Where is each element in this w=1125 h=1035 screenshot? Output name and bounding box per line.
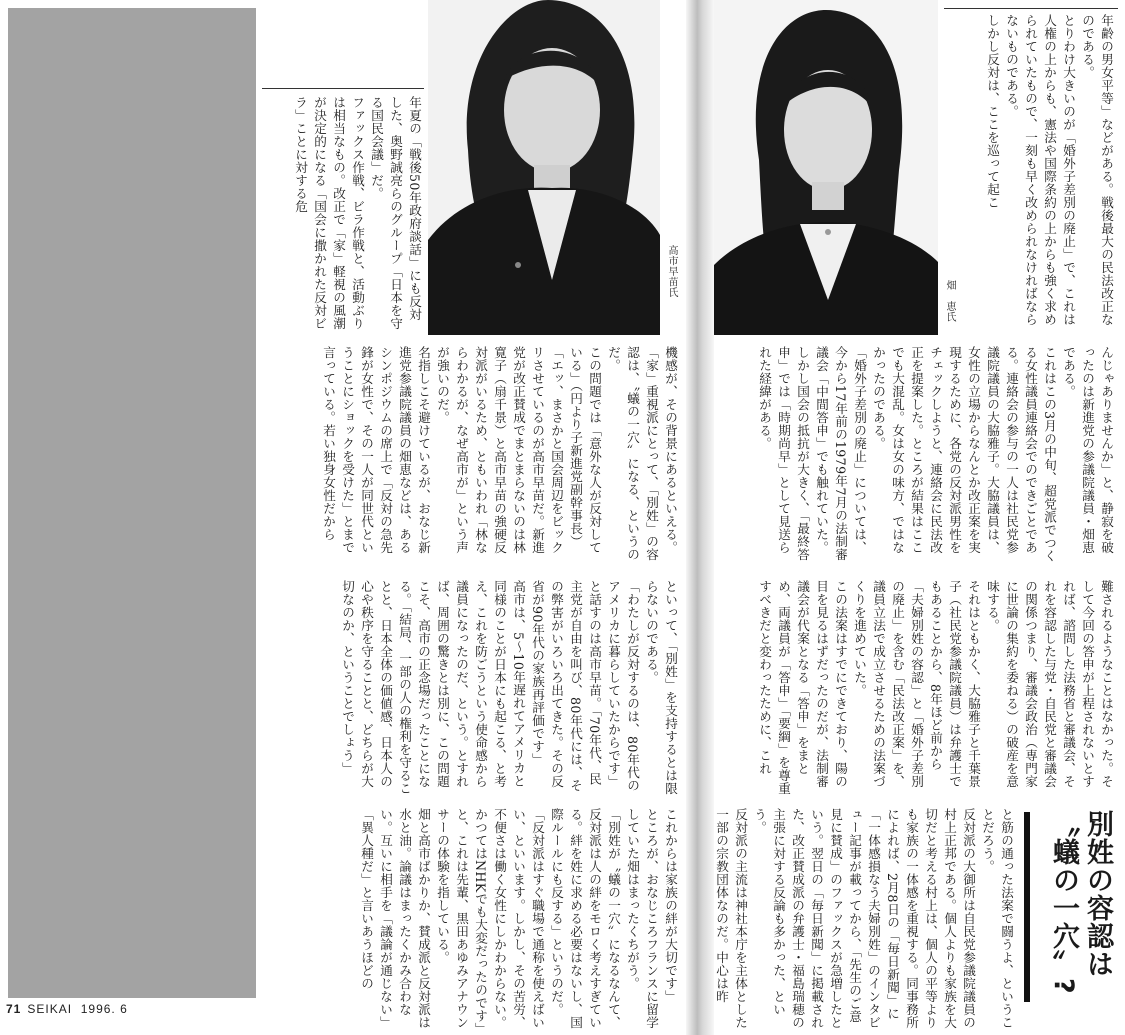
- column-right-upper: んじゃありませんか」と、静寂を破ったのは新進党の参議院議員・畑恵である。 これはこの3月の中旬、超党派でつくる女性議員連絡会でのできごとである。連絡会の参与の一人は社民党参議院議員の大脇雅子。大脇議員は、女性の立場からなんとか改正案を実現するために、各党の反対派男性をチェックしようと、連絡会に民法改正を提案した。ところが結果はここでも大混乱。女は女の味方、ではなかったのである。 「婚外子差別の廃止」については、今から17年前の1979年7月の法制審議会「中間答申」でも触れていた。しかし国会の抵抗が大きく、「最終答申」では「時期尚早」として見送られた経緯がある。: [757, 346, 1114, 563]
- magazine-name: SEIKAI: [27, 1002, 73, 1016]
- column-left-top: 年夏の「戦後50年政府談話」にも反対した、奥野誠亮らのグループ「日本を守る国民会議」だ。 ファックス作戦、ビラ作戦と、活動ぶりは相当なもの。改正で「家」軽視の風潮が決定的になる「国会に撒かれた反対ビラ」ことに対する危: [293, 96, 422, 330]
- column-left-middle: といって、「別姓」を支持するとは限らないのである。 「わたしが反対するのは、80年代のアメリカに暮らしていたからです」と話すのは高市早苗。「70年代、民主党が自由を叫び、80年代には、その弊害がいろいろ出てきた。その反省が90年代の家族再評価です」 高市は、5～10年遅れてアメリカと同様のことが日本にも起こる、と考え、これを防ごうという使命感から議員になったのだ、という。とすれば、周囲の驚きとは別に、この問題こそ、高市の正念場だったことになる。「結局、一部の人の権利を守ることと、日本全体の価値感、日本人の心や秩序を守ることと、どちらが大切なのか、ということでしょう」: [340, 580, 678, 795]
- photo-takaichi: [428, 0, 660, 335]
- page-number: 71: [6, 1002, 22, 1016]
- portrait-hata-image: [714, 0, 938, 335]
- gray-block: [8, 8, 256, 998]
- heading-line-2: 〝蟻の一穴〟?: [1048, 810, 1079, 995]
- portrait-takaichi-image: [428, 0, 660, 335]
- heading-accent-bar: [1024, 812, 1030, 1002]
- top-rule-right: [944, 8, 1118, 9]
- issue-date: 1996. 6: [80, 1002, 128, 1016]
- column-right-bottom: と筋の通った法案で闘うよ、ということだろう。 反対派の大御所は自民党参議院議員の村上正邦である。個人よりも家族を大切だと考える村上は、個人の平等よりも家族の一体感を重視する。同事務所によれば、2月8日の「毎日新聞」に「一体感損なう夫婦別姓」のインタビュー記事が載ってから、「先生のご意見に賛成」のファックスが急増したという。翌日の「毎日新聞」に掲載された、改正賛成派の弁護士・福島瑞穂の主張に対する反論も多かった、という。 反対派の主流は神社本庁を主体とした一部の宗教団体なのだ。中心は昨: [714, 808, 1014, 1029]
- top-rule-left: [262, 88, 424, 89]
- column-right-top: 年齢の男女平等」などがある。戦後最大の民法改正なのである。 とりわけ大きいのが「婚外子差別の廃止」で、これは人権の上からも、憲法や国際条約の上からも強く求められていたもので、一刻も早く改められなければならないものである。 しかし反対は、ここを巡って起こ: [985, 14, 1114, 326]
- caption-hata: 畑 恵氏: [944, 280, 955, 322]
- column-left-upper: 機感が、その背景にあるといえる。「家」重視派にとって、「別姓」の容認は、〝蟻の一穴〟になる、というのだ。 この問題では「意外な人が反対している」（円より子新進党副幹事長）「エッ、まさかと国会周辺をビックリさせているのが高市早苗だ。新進党が改正賛成でまとまらないのは林寛子（扇千景）と高市早苗の強硬反対派がいるため、ともいわれ「林ならわかるが、なぜ高市が」という声が強いのだ。 名指しこそ避けているが、おなじ新進党参議院議員の畑恵などは、あるシンポジウムの席上で「反対の急先鋒が女性で、その一人が同世代ということにショックを受けた」とまで言っている。若い独身女性だから: [321, 346, 678, 561]
- caption-takaichi: 高市早苗氏: [666, 245, 677, 298]
- page-footer: [6, 1002, 128, 1016]
- column-left-bottom: これからは家族の絆が大切です」 ところが、おなじころフランスに留学していた畑はまったくちがう。 「別姓が〝蟻の一穴〟になるなんて、反対派は人の絆をモロく考えすぎている。絆を姓に求める必要はないし、国際ルールにも反する」というのだ。 「反対派はすぐ職場で通称を使えばいい、といいます。しかし、その苦労、不便さは働く女性にしかわからない。かつてはNHKでも大変だったのです」と、これは先輩、黒田あゆみアナウンサーの体験を指している。 畑と高市ばかりか、賛成派と反対派は水と油。論議はまったくかみ合わない。互いに相手を「議論が通じない」「異人種だ」と言いあうほどの: [359, 808, 678, 1030]
- page-gutter: [686, 0, 714, 1035]
- section-heading: [1032, 810, 1114, 1010]
- heading-line-1: 別姓の容認は: [1082, 810, 1113, 978]
- column-right-middle: 難されるようなことはなかった。そして今回の答申が上程されないとすれば、諮問した法務省と審議会、それを容認した与党・自民党と審議会の関係つまり、審議会政治（専門家に世論の集約を委ねる）の破産を意味する。 それはともかく、大脇雅子と千葉景子（社民党参議院議員）は弁護士でもあることから、8年ほど前から「夫婦別姓の容認」と「婚外子差別の廃止」を含む「民法改正案」を、議員立法で成立させるための法案づくりを進めていた。 この法案はすでにできており、陽の目を見るはずだったのだが、法制審議会が代案となる「答申」をまとめ、両議員が「答申」「要綱」を尊重すべきだと変わったために、これ: [757, 580, 1114, 795]
- photo-hata: [714, 0, 938, 335]
